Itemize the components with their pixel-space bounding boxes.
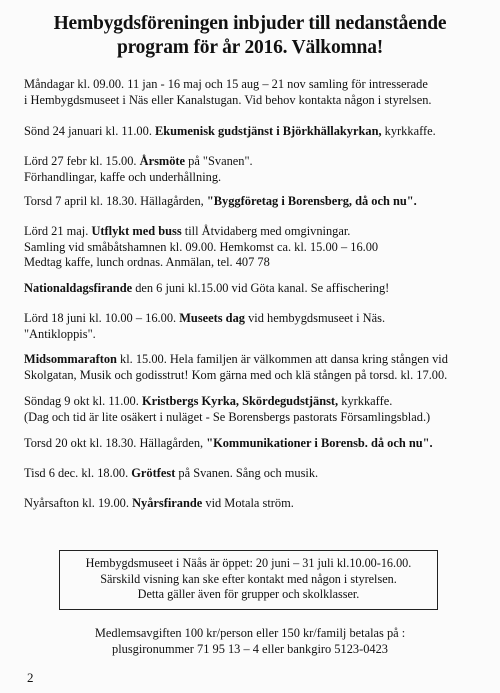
page-number: 2 bbox=[27, 670, 34, 685]
program-entry bbox=[24, 466, 318, 482]
membership-fees bbox=[0, 625, 500, 657]
entry-line: Midsommarafton kl. 15.00. Hela familjen är välkommen att dansa kring stången vid bbox=[24, 352, 448, 366]
museum-groups-line: Detta gäller även för grupper och skolklasser. bbox=[137, 587, 360, 601]
entry-line: Tisd 6 dec. kl. 18.00. Grötfest på Svanen. Sång och musik. bbox=[24, 466, 319, 480]
program-entry bbox=[24, 281, 389, 297]
entry-line: "Antikloppis". bbox=[24, 326, 96, 341]
program-entry bbox=[24, 394, 430, 425]
entry-line: Lörd 27 febr kl. 15.00. Årsmöte på "Svanen". bbox=[24, 154, 253, 168]
museum-visit-line: Särskild visning kan ske efter kontakt med någon i styrelsen. bbox=[100, 571, 397, 586]
entry-line: Förhandlingar, kaffe och underhållning. bbox=[24, 169, 222, 184]
entry-line: Nyårsafton kl. 19.00. Nyårsfirande vid Motala ström. bbox=[24, 496, 294, 510]
program-entry bbox=[24, 77, 432, 108]
title-line-2: program för år 2016. Välkomna! bbox=[116, 37, 384, 58]
entry-line: Måndagar kl. 09.00. 11 jan - 16 maj och 15 aug – 21 nov samling för intresserade bbox=[24, 77, 428, 91]
entry-line: Torsd 20 okt kl. 18.30. Hällagården, "Kommunikationer i Borensb. då och nu". bbox=[24, 436, 433, 450]
entry-line: i Hembygdsmuseet i Näs eller Kanalstugan. Vid behov kontakta någon i styrelsen. bbox=[24, 92, 432, 107]
entry-line: Sönd 24 januari kl. 11.00. Ekumenisk gudstjänst i Björkhällakyrkan, kyrkkaffe. bbox=[24, 124, 436, 138]
entry-line: Söndag 9 okt kl. 11.00. Kristbergs Kyrka, Skördegudstjänst, kyrkkaffe. bbox=[24, 394, 393, 408]
program-entry bbox=[24, 194, 417, 210]
entry-line: Lörd 18 juni kl. 10.00 – 16.00. Museets dag vid hembygdsmuseet i Näs. bbox=[24, 311, 386, 325]
fees-line: Medlemsavgiften 100 kr/person eller 150 kr/familj betalas på : bbox=[94, 626, 406, 640]
entry-line: Skolgatan, Musik och godisstrut! Kom gärna med och klä stången på torsd. kl. 17.00. bbox=[24, 367, 448, 382]
payment-accounts-line: plusgironummer 71 95 13 – 4 eller bankgiro 5123-0423 bbox=[112, 642, 388, 656]
program-entry bbox=[24, 352, 448, 383]
museum-hours-line: Hembygdsmuseet i Näås är öppet: 20 juni – 31 juli kl.10.00-16.00. bbox=[85, 556, 412, 570]
program-entry bbox=[24, 311, 385, 342]
page-title bbox=[0, 12, 500, 60]
entry-line: Torsd 7 april kl. 18.30. Hällagården, "Byggföretag i Borensberg, då och nu". bbox=[24, 194, 417, 208]
program-entry bbox=[24, 224, 378, 271]
program-entry bbox=[24, 124, 436, 140]
entry-line: Medtag kaffe, lunch ordnas. Anmälan, tel. 407 78 bbox=[24, 255, 270, 270]
program-entry bbox=[24, 154, 253, 185]
title-line-1: Hembygdsföreningen inbjuder till nedanstående bbox=[53, 13, 447, 34]
museum-hours-box bbox=[59, 550, 438, 610]
program-entry bbox=[24, 436, 433, 452]
entry-line: Samling vid småbåtshamnen kl. 09.00. Hemkomst ca. kl. 15.00 – 16.00 bbox=[24, 239, 379, 254]
program-entry bbox=[24, 496, 294, 512]
entry-line: Lörd 21 maj. Utflykt med buss till Åtvidaberg med omgivningar. bbox=[24, 224, 351, 238]
entry-line: (Dag och tid är lite osäkert i nuläget - Se Borensbergs pastorats Församlingsblad.) bbox=[24, 409, 431, 424]
entry-line: Nationaldagsfirande den 6 juni kl.15.00 vid Göta kanal. Se affischering! bbox=[24, 281, 390, 295]
